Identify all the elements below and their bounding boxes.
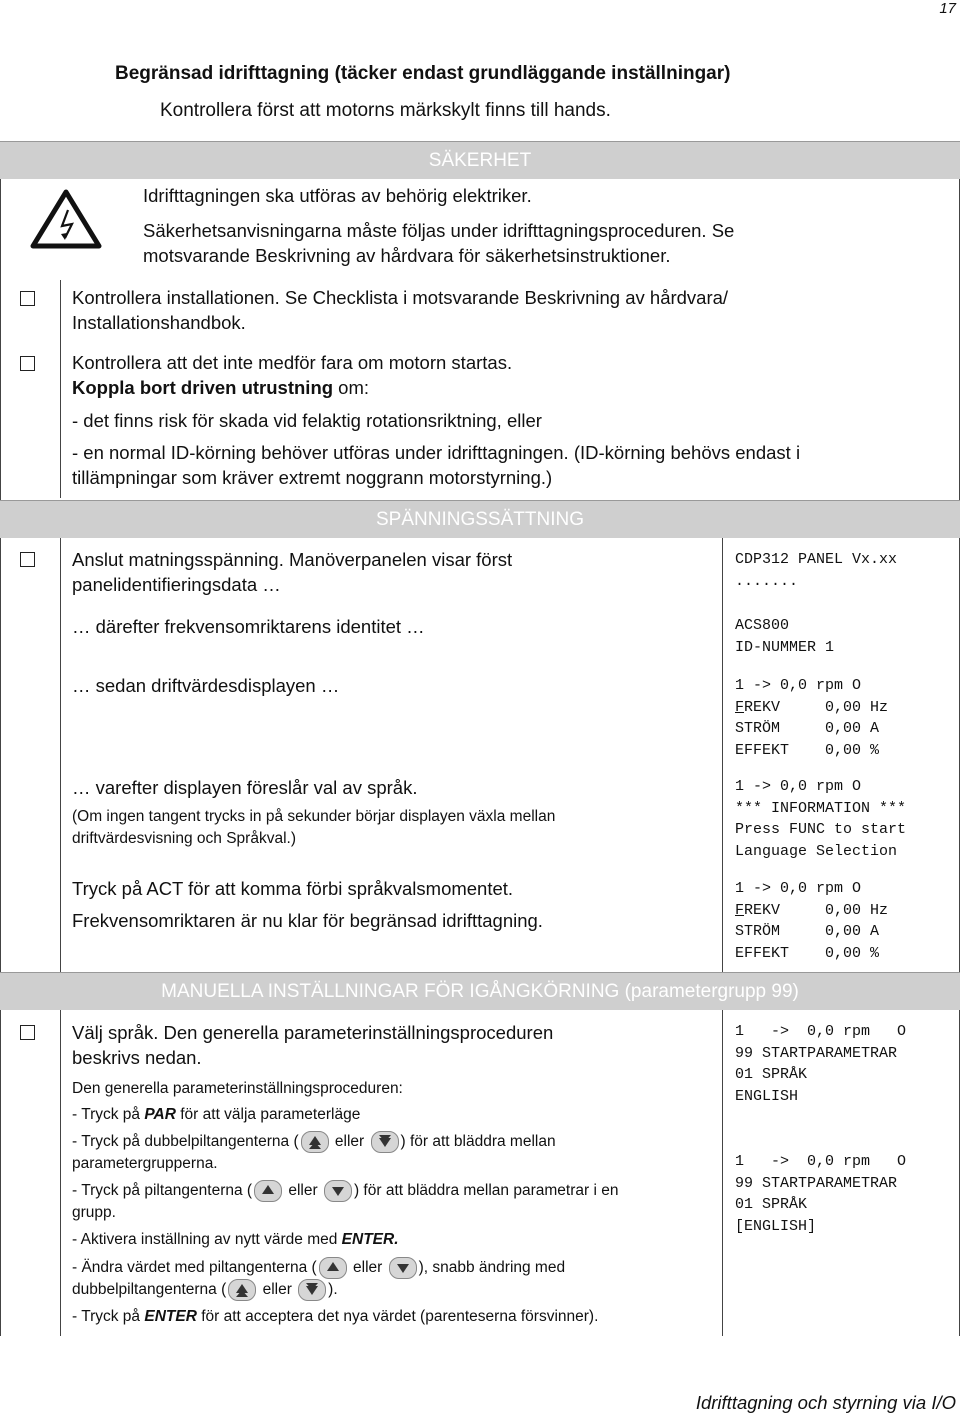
- arrow-down-icon: [324, 1180, 352, 1202]
- display-line: [ENGLISH]: [735, 1217, 817, 1235]
- display-line: EFFEKT 0,00 %: [735, 741, 880, 759]
- checkbox[interactable]: [20, 356, 35, 371]
- safety-line: Idrifttagningen ska utföras av behörig elektriker.: [143, 185, 532, 206]
- display-line: ACS800: [735, 617, 790, 634]
- display-line: 1 -> 0,0 rpm O: [735, 880, 862, 897]
- procedure-step: parametergrupperna.: [72, 1155, 218, 1172]
- column-line: [60, 1010, 61, 1336]
- bold-text: Koppla bort driven utrustning: [72, 377, 334, 398]
- section-bar-power: [0, 500, 960, 538]
- display-line: 99 STARTPARAMETRAR: [735, 1174, 898, 1192]
- arrow-up-icon: [254, 1180, 282, 1202]
- display-line: 01 SPRÅK: [735, 1196, 808, 1214]
- section-bar-safety: [0, 141, 960, 179]
- page-subtitle: Kontrollera först att motorns märkskylt finns till hands.: [160, 100, 611, 121]
- text: - Ändra värdet med piltangenterna (: [72, 1259, 317, 1277]
- text: - Tryck på piltangenterna (: [72, 1182, 253, 1200]
- note-text: (Om ingen tangent trycks in på sekunder börjar displayen växla mellan: [72, 808, 556, 825]
- panel-display: [735, 615, 834, 658]
- step-text: … sedan driftvärdesdisplayen …: [72, 675, 340, 696]
- display-line: 1 -> 0,0 rpm O: [735, 1153, 907, 1170]
- display-line: ENGLISH: [735, 1087, 799, 1105]
- checkbox[interactable]: [20, 291, 35, 306]
- panel-display: [735, 1151, 906, 1237]
- safety-line: Säkerhetsanvisningarna måste följas under idrifttagningsproceduren. Se: [143, 220, 735, 241]
- check-installation-text: Installationshandbok.: [72, 312, 246, 333]
- display-line: *** INFORMATION ***: [735, 799, 907, 817]
- step-text: Anslut matningsspänning. Manöverpanelen visar först: [72, 549, 513, 570]
- text: dubbelpiltangenterna (: [72, 1281, 227, 1299]
- display-line: .......: [735, 572, 799, 590]
- procedure-step: [72, 1279, 338, 1301]
- section-bar-manual: [0, 972, 960, 1010]
- section-title: SÄKERHET: [428, 149, 532, 171]
- text: för att acceptera det nya värdet (parenteserna försvinner).: [196, 1308, 599, 1325]
- text: för att välja parameterläge: [175, 1106, 361, 1123]
- text: ) för att bläddra mellan: [400, 1133, 556, 1151]
- step-text: … varefter displayen föreslår val av språk.: [72, 777, 418, 798]
- step-text: beskrivs nedan.: [72, 1047, 202, 1068]
- step-text: Tryck på ACT för att komma förbi språkvalsmomentet.: [72, 878, 514, 899]
- text: - Aktivera inställning av nytt värde med: [72, 1231, 342, 1248]
- warning-triangle-icon: [30, 188, 102, 250]
- text: eller: [348, 1259, 387, 1277]
- text: - Tryck på: [72, 1308, 145, 1325]
- display-column-line: [722, 538, 723, 972]
- procedure-step: [72, 1180, 618, 1202]
- text: ), snabb ändring med: [418, 1259, 566, 1277]
- arrow-up-icon: [319, 1257, 347, 1279]
- procedure-step: [72, 1229, 399, 1251]
- display-line: STRÖM 0,00 A: [735, 923, 880, 941]
- text: om:: [333, 377, 370, 398]
- text: - Tryck på: [72, 1106, 145, 1123]
- step-text: … därefter frekvensomriktarens identitet …: [72, 616, 425, 637]
- panel-display: [735, 776, 906, 862]
- page-footer: Idrifttagning och styrning via I/O: [695, 1392, 956, 1413]
- display-column-line: [722, 1010, 723, 1336]
- checkbox[interactable]: [20, 1025, 35, 1040]
- display-line: [735, 697, 888, 719]
- check-installation-text: Kontrollera installationen. Se Checklista i motsvarande Beskrivning av hårdvara/: [72, 287, 729, 308]
- procedure-step: [72, 1104, 360, 1126]
- procedure-step: [72, 1306, 598, 1328]
- enter-key-label: ENTER.: [341, 1231, 399, 1248]
- double-arrow-up-icon: [228, 1279, 256, 1301]
- double-arrow-down-icon: [298, 1279, 326, 1301]
- display-line: 1 -> 0,0 rpm O: [735, 1023, 907, 1040]
- column-line: [60, 538, 61, 972]
- safety-line: motsvarande Beskrivning av hårdvara för säkerhetsinstruktioner.: [143, 245, 671, 266]
- note-text: driftvärdesvisning och Språkval.): [72, 830, 296, 847]
- section-title: SPÄNNINGSSÄTTNING: [376, 508, 584, 530]
- text: eller: [284, 1182, 322, 1200]
- bullet-text: - det finns risk för skada vid felaktig rotationsriktning, eller: [72, 410, 542, 431]
- bullet-text: - en normal ID-körning behöver utföras under idrifttagningen. (ID-körning behövs endast i: [72, 442, 801, 463]
- text: eller: [258, 1281, 297, 1299]
- procedure-step: [72, 1257, 565, 1279]
- text: ) för att bläddra mellan parametrar i en: [353, 1182, 619, 1200]
- frame-left-line: [0, 141, 1, 1336]
- disconnect-equipment-text: [72, 375, 369, 400]
- display-line: 1 -> 0,0 rpm O: [735, 677, 862, 694]
- display-line: Language Selection: [735, 842, 898, 860]
- cursor-char: F: [735, 901, 745, 919]
- display-line: 99 STARTPARAMETRAR: [735, 1044, 898, 1062]
- text: ).: [328, 1281, 338, 1299]
- procedure-step: grupp.: [72, 1204, 116, 1221]
- text: - Tryck på dubbelpiltangenterna (: [72, 1133, 299, 1151]
- panel-display: [735, 1021, 906, 1107]
- step-text: panelidentifieringsdata …: [72, 574, 281, 595]
- display-line: Press FUNC to start: [735, 821, 907, 839]
- text: eller: [330, 1133, 369, 1151]
- display-line: ID-NUMMER 1: [735, 638, 835, 656]
- display-line: 01 SPRÅK: [735, 1066, 808, 1084]
- step-text: Välj språk. Den generella parameterinställningsproceduren: [72, 1022, 554, 1043]
- arrow-down-icon: [389, 1257, 417, 1279]
- panel-display: [735, 878, 888, 964]
- cursor-char: F: [735, 698, 745, 716]
- procedure-title: Den generella parameterinställningsproceduren:: [72, 1080, 403, 1097]
- panel-display: [735, 675, 888, 761]
- double-arrow-up-icon: [301, 1131, 329, 1153]
- display-line: [735, 900, 888, 922]
- page-title: Begränsad idrifttagning (täcker endast grundläggande inställningar): [115, 63, 731, 84]
- procedure-step: [72, 1131, 556, 1153]
- par-key-label: PAR: [144, 1106, 176, 1123]
- double-arrow-down-icon: [371, 1131, 399, 1153]
- display-line: 1 -> 0,0 rpm O: [735, 778, 862, 795]
- enter-key-label: ENTER: [144, 1308, 197, 1325]
- display-line: STRÖM 0,00 A: [735, 720, 880, 738]
- display-line: CDP312 PANEL Vx.xx: [735, 551, 898, 568]
- step-text: Frekvensomriktaren är nu klar för begränsad idrifttagning.: [72, 910, 543, 931]
- section-title: MANUELLA INSTÄLLNINGAR FÖR IGÅNGKÖRNING (parametergrupp 99): [161, 980, 799, 1002]
- page-number: 17: [939, 0, 956, 17]
- column-line: [60, 280, 61, 498]
- panel-display: [735, 549, 897, 592]
- check-danger-text: Kontrollera att det inte medför fara om motorn startas.: [72, 352, 513, 373]
- bullet-text: tillämpningar som kräver extremt noggrann motorstyrning.): [72, 467, 553, 488]
- display-text: REKV 0,00 Hz: [744, 901, 889, 919]
- display-text: REKV 0,00 Hz: [744, 698, 889, 716]
- checkbox[interactable]: [20, 552, 35, 567]
- display-line: EFFEKT 0,00 %: [735, 944, 880, 962]
